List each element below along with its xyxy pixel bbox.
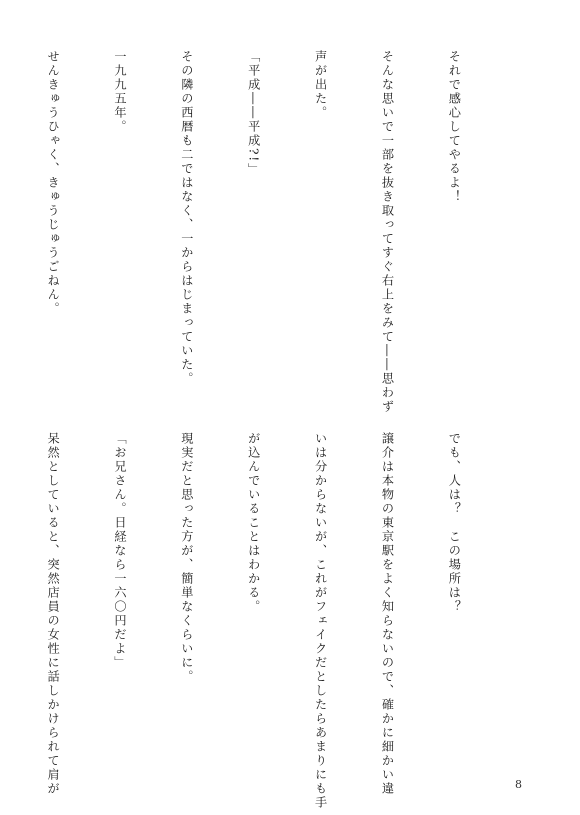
page-number: 8 [515,778,522,791]
text-line: 譲介は本物の東京駅をよく知らないので、確かに細かい違 [380,432,395,796]
text-line: せんきゅうひゃく、きゅうじゅうごねん。 [46,50,61,316]
text-line: 声が出た。 [313,50,328,120]
text-line: そんな思いで一部を抜き取ってすぐ右上をみて――思わず [380,50,395,414]
text-line: でも、人は？ この場所は？ [447,432,462,614]
text-line: 一九九五年。 [112,50,127,134]
text-block-bottom [46,432,510,810]
text-line: その隣の西暦も二ではなく、一からはじまっていた。 [179,50,194,386]
text-line: 「お兄さん。日経なら一六〇円だよ」 [112,432,127,670]
text-block-top [46,50,510,414]
text-line: 現実だと思った方が、簡単なくらいに。 [179,432,194,684]
text-line: が込んでいることはわかる。 [246,432,261,614]
text-line: 呆然としていると、突然店員の女性に話しかけられて肩が [46,432,61,796]
text-line: 「平成――平成?!」 [246,50,261,178]
text-line: いは分からないが、これがフェイクだとしたらあまりにも手 [313,432,328,810]
text-line: それで感心してやるよ！ [447,50,462,204]
